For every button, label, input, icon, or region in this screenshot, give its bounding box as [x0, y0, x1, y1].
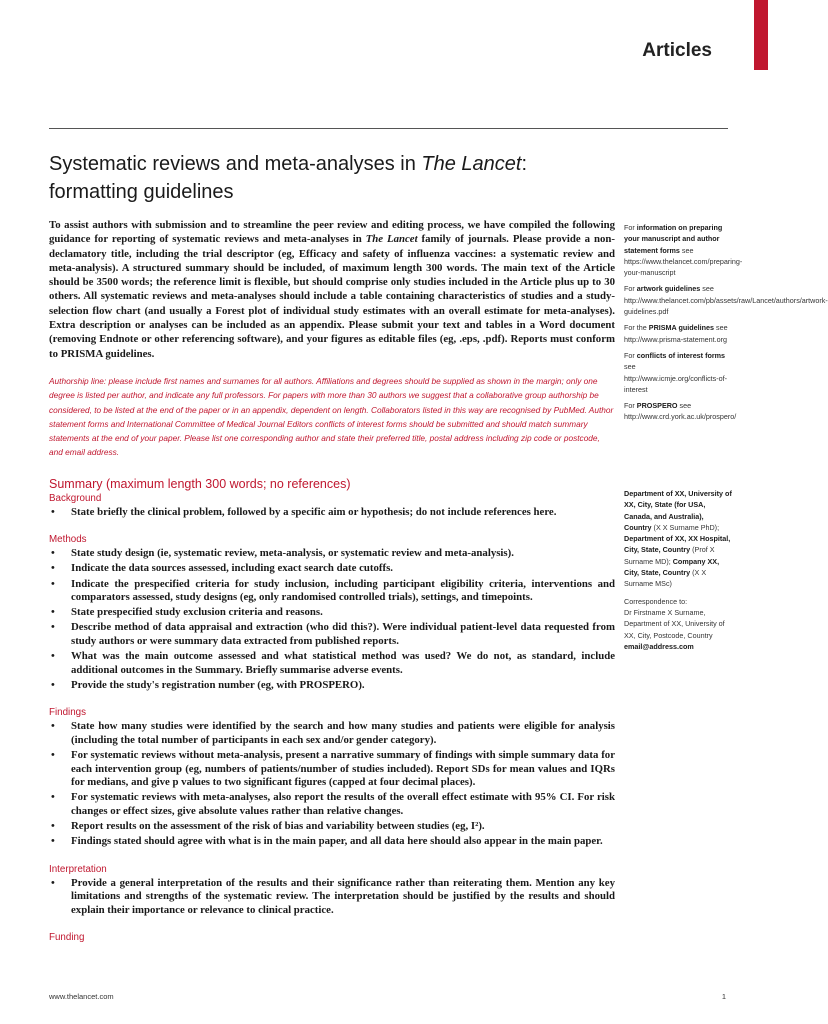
- sidebar-link-prospero[interactable]: [624, 400, 737, 423]
- affiliation-3-note: (X X Surname MSc): [624, 568, 707, 589]
- summary-heading: Summary (maximum length 300 words; no references): [49, 476, 351, 491]
- affiliation-list: [624, 488, 732, 590]
- list-item: [49, 749, 615, 790]
- page-number: 1: [721, 992, 726, 1001]
- correspondence-address: Department of XX, University of XX, City, Postcode, Country: [624, 619, 725, 640]
- sidebar-bold: conflicts of interest forms: [636, 350, 726, 360]
- list-item: [49, 606, 615, 620]
- header-accent-bar: [754, 0, 768, 70]
- section-label: Articles: [642, 40, 712, 61]
- list-item-text: Indicate the data sources assessed, including exact search date cutoffs.: [71, 562, 393, 575]
- list-item: [49, 506, 615, 520]
- list-item-text: State how many studies were identified by the search and how many studies and patients were eligible for analysis (including the total number of participants in each sex and/or gender category).: [71, 720, 615, 746]
- list-item: [49, 835, 615, 849]
- bullet-icon: •: [51, 650, 55, 662]
- bullet-icon: •: [51, 720, 55, 733]
- list-item-text: Report results on the assessment of the risk of bias and variability between studies (eg, I²).: [71, 819, 485, 832]
- sidebar-url: see http://www.crd.york.ac.uk/prospero/: [624, 401, 737, 422]
- background-heading: Background: [49, 492, 102, 504]
- bullet-icon: •: [51, 547, 55, 560]
- intro-journal: The Lancet: [365, 233, 418, 246]
- list-item: [49, 679, 615, 693]
- list-item: [49, 621, 615, 648]
- list-item-text: Findings stated should agree with what is in the main paper, and all data here should also appear in the main paper.: [71, 835, 603, 848]
- bullet-icon: •: [51, 678, 55, 691]
- methods-list: [49, 547, 615, 692]
- affiliation-3: Company XX, City, State, Country: [624, 556, 720, 578]
- list-item: [49, 650, 615, 677]
- bullet-icon: •: [51, 606, 55, 619]
- correspondence-label: Correspondence to:: [624, 596, 688, 606]
- sidebar-url: see http://www.prisma-statement.org: [624, 323, 728, 344]
- findings-heading: Findings: [49, 707, 87, 719]
- list-item-text: For systematic reviews without meta-analysis, present a narrative summary of findings with simple summary data for each intervention group (eg, numbers of patients/number of studies included). Report SDs for mean values and IQRs for medians, and give p values to two significant figures (capped at four decimal places).: [71, 748, 615, 789]
- intro-text-end: family of journals. Please provide a non-declamatory title, including the trial descriptor (eg, Efficacy and safety of influenza vaccines: a systematic review and meta-analysis). A structured summary should be included, of maximum length 300 words. The main text of the Article should be 3500 words; the reference limit is flexible, but should comprise only studies included in the Article plus up to 30 others. All systematic reviews and meta-analyses should include a table containing characteristics of studies and a study-selection flow chart (and usually a Forest plot of individual study estimates with an overall estimate for meta-analyses). Extra description or analyses can be included as an appendix. Please submit your text and tables in a Word document (removing Endnote or other referencing software), and your figures as editable files (eg, .eps, .pdf). Reports must conform to PRISMA guidelines.: [49, 233, 615, 360]
- sidebar-text: For: [624, 401, 637, 411]
- list-item: [49, 578, 615, 605]
- list-item-text: Indicate the prespecified criteria for study inclusion, including participant eligibility criteria, interventions and comparators assessed, study designs (eg, only randomised controlled trials), settings, and timepoints.: [71, 577, 615, 604]
- title-journal: The Lancet: [421, 153, 522, 175]
- sidebar-link-conflicts[interactable]: [624, 350, 732, 395]
- list-item: [49, 562, 615, 576]
- sidebar-url: see https://www.thelancet.com/preparing-your-manuscript: [624, 245, 743, 278]
- list-item: [49, 720, 615, 747]
- interpretation-heading: Interpretation: [49, 863, 107, 875]
- main-column: [49, 218, 615, 945]
- sidebar-url: see http://www.icmje.org/conflicts-of-interest: [624, 362, 728, 394]
- affiliation-1-note: (X X Surname PhD);: [651, 522, 720, 532]
- sidebar-link-artwork[interactable]: [624, 283, 828, 317]
- list-item: [49, 877, 615, 918]
- footer-url[interactable]: www.thelancet.com: [49, 992, 114, 1001]
- bullet-icon: •: [51, 505, 55, 518]
- title-text: Systematic reviews and meta-analyses in: [49, 153, 422, 175]
- bullet-icon: •: [51, 819, 55, 832]
- list-item: [49, 820, 615, 834]
- title-text-end: : formatting guidelines: [49, 153, 528, 203]
- list-item: [49, 791, 615, 818]
- correspondence-name: Dr Firstname X Surname,: [624, 607, 706, 617]
- sidebar-text: For: [624, 223, 637, 232]
- findings-list: [49, 720, 615, 848]
- article-title: [49, 150, 609, 206]
- bullet-icon: •: [51, 577, 55, 590]
- sidebar-text: For: [624, 284, 637, 294]
- sidebar-link-manuscript[interactable]: [624, 222, 743, 278]
- correspondence-email[interactable]: email@address.com: [624, 641, 694, 651]
- sidebar-bold: PROSPERO: [636, 401, 678, 411]
- list-item-text: State prespecified study exclusion criteria and reasons.: [71, 606, 323, 619]
- sidebar-bold: information on preparing your manuscript and author statement forms: [624, 223, 723, 255]
- sidebar-bold: PRISMA guidelines: [648, 323, 715, 333]
- list-item-text: For systematic reviews with meta-analyses, also report the results of the overall effect estimate with 95% CI. For risk changes or effect sizes, give absolute values rather than relative changes.: [71, 791, 615, 817]
- authorship-note: Authorship line: please include first names and surnames for all authors. Affiliations and degrees should be supplied as shown in the margin; only one degree is listed per author, and indicate any full professors. For papers with more than 30 authors we suggest that a collaborative group authorship be considered, to be listed at the end of the paper or in an appendix, dependent on length. Collaborators listed in this way are recognised by PubMed. Author statement forms and International Committee of Medical Journal Editors conflicts of interest forms should be submitted and should match summary statements at the end of your paper. Please list one corresponding author and state their preferred title, postal address including zip code or postcode, and email address.: [49, 375, 614, 458]
- bullet-icon: •: [51, 876, 55, 889]
- list-item-text: Provide the study's registration number (eg, with PROSPERO).: [71, 678, 365, 691]
- list-item-text: Provide a general interpretation of the results and their significance rather than reiterating them. Mention any key limitations and strengths of the systematic review. The interpretation should be justified by the results and should explain their importance or relevance to clinical practice.: [71, 876, 615, 916]
- list-item-text: State study design (ie, systematic review, meta-analysis, or systematic review and meta-analysis).: [71, 547, 514, 560]
- sidebar-text: For: [624, 350, 637, 360]
- sidebar-bold: artwork guidelines: [636, 284, 701, 294]
- header-divider: [49, 128, 728, 129]
- sidebar-url: see http://www.thelancet.com/pb/assets/raw/Lancet/authors/artwork-guidelines.pdf: [624, 284, 828, 317]
- affiliations: [624, 488, 732, 652]
- sidebar-link-prisma[interactable]: [624, 322, 732, 345]
- bullet-icon: •: [51, 621, 55, 634]
- intro-text: To assist authors with submission and to streamline the peer review and editing process, we have compiled the following guidance for reporting of systematic reviews and meta-analyses in: [49, 219, 615, 246]
- list-item: [49, 547, 615, 561]
- intro-paragraph: [49, 218, 615, 361]
- sidebar-text: For the: [624, 323, 649, 333]
- list-item-text: Describe method of data appraisal and extraction (who did this?). Were individual patient-level data requested from study authors or were summary data extracted from published reports.: [71, 621, 615, 647]
- sidebar-links: [624, 222, 828, 428]
- funding-heading: Funding: [49, 932, 85, 944]
- affiliation-1: Department of XX, University of XX, City, State (for USA, Canada, and Australia), Country: [624, 489, 732, 532]
- methods-heading: Methods: [49, 534, 87, 546]
- list-item-text: What was the main outcome assessed and what statistical method was used? We do not, as standard, include additional outcomes in the Summary. Briefly summarise adverse events.: [71, 650, 615, 676]
- background-list: [49, 506, 615, 520]
- affiliation-2: Department of XX, XX Hospital, City, State, Country: [624, 534, 731, 555]
- bullet-icon: •: [51, 748, 55, 761]
- list-item-text: State briefly the clinical problem, followed by a specific aim or hypothesis; do not include references here.: [71, 505, 557, 518]
- bullet-icon: •: [51, 791, 55, 804]
- interpretation-list: [49, 877, 615, 918]
- bullet-icon: •: [51, 835, 55, 848]
- affiliation-2-note: (Prof X Surname MD);: [624, 545, 715, 566]
- correspondence: [624, 596, 732, 652]
- bullet-icon: •: [51, 562, 55, 575]
